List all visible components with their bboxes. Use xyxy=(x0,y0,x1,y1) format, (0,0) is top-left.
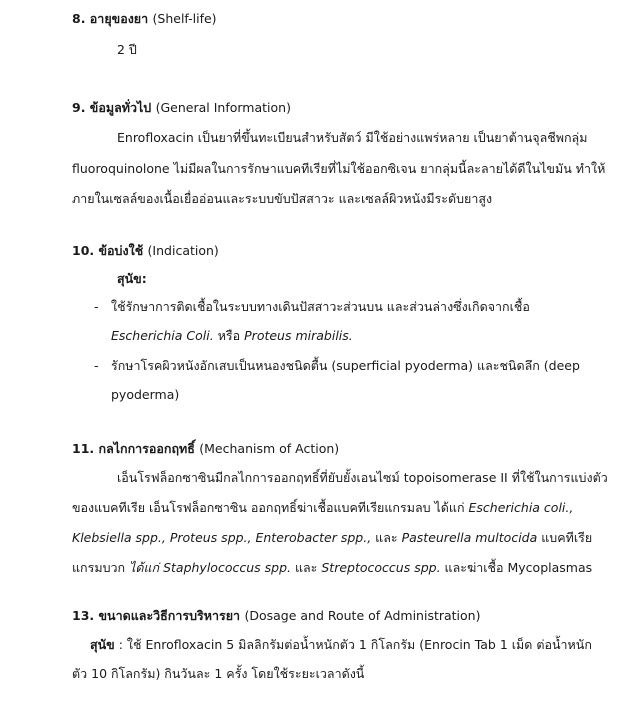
mechanism-line-4 xyxy=(72,559,592,577)
indication-bullet-1-line-1: ใช้รักษาการติดเชื้อในระบบทางเดินปัสสาวะส่วนบน และส่วนล่างซึ่งเกิดจากเชื้อ xyxy=(111,299,530,314)
dosage-line-2: ตัว 10 กิโลกรัม) กินวันละ 1 ครั้ง โดยใช้ระยะเวลาดังนี้ xyxy=(72,666,365,681)
section-8-title-en: (Shelf-life) xyxy=(152,11,217,26)
section-13-title: 13. ขนาดและวิธีการบริหารยา xyxy=(72,608,241,623)
mechanism-line-2 xyxy=(72,499,573,517)
organism-name: Proteus mirabilis. xyxy=(244,328,353,343)
organism-name: Pasteurella multocida xyxy=(401,530,538,545)
bullet-dash: - xyxy=(94,299,99,314)
section-9-title: 9. ข้อมูลทั่วไป xyxy=(72,100,152,115)
section-13-heading xyxy=(72,607,480,625)
section-9-heading xyxy=(72,99,291,117)
organism-name: Streptococcus spp. xyxy=(321,560,441,575)
section-10-title-en: (Indication) xyxy=(147,243,219,258)
bullet-dash: - xyxy=(94,358,99,373)
dosage-dog-label: สุนัข xyxy=(90,637,115,652)
organism-name: Escherichia coli., xyxy=(468,500,574,515)
indication-dog-label: สุนัข: xyxy=(117,271,147,286)
section-11-heading xyxy=(72,440,339,458)
organism-names: Klebsiella spp., Proteus spp., Enterobacter spp., xyxy=(72,530,372,545)
mechanism-text: และฆ่าเชื้อ Mycoplasmas xyxy=(440,560,593,575)
organism-name: ได้แก่ Staphylococcus spp. xyxy=(129,560,291,575)
general-info-line-3: ภายในเซลล์ของเนื้อเยื่ออ่อนและระบบขับปัสสาวะ และเซลล์ผิวหนังมีระดับยาสูง xyxy=(72,191,493,206)
indication-bullet-1-line-2 xyxy=(111,327,353,345)
mechanism-text: แบคทีเรีย xyxy=(537,530,593,545)
general-info-line-2: fluoroquinolone ไม่มีผลในการรักษาแบคทีเรียที่ไม่ใช้ออกซิเจน ยากลุ่มนี้ละลายได้ดีในไขมัน ทำให้ xyxy=(72,161,606,176)
organism-name: Escherichia Coli. xyxy=(111,328,214,343)
indication-bullet-2-line-1: รักษาโรคผิวหนังอักเสบเป็นหนองชนิดตื้น (superficial pyoderma) และชนิดลึก (deep xyxy=(111,358,580,373)
section-13-title-en: (Dosage and Route of Administration) xyxy=(244,608,481,623)
section-10-heading xyxy=(72,242,219,260)
dosage-text: : ใช้ Enrofloxacin 5 มิลลิกรัมต่อน้ำหนักตัว 1 กิโลกรัม (Enrocin Tab 1 เม็ด ต่อน้ำหนัก xyxy=(114,637,592,652)
connector-text: หรือ xyxy=(213,328,245,343)
indication-bullet-2-line-2: pyoderma) xyxy=(111,387,180,402)
section-11-title-en: (Mechanism of Action) xyxy=(199,441,340,456)
shelf-life-value: 2 ปี xyxy=(117,42,137,57)
mechanism-text: แกรมบวก xyxy=(72,560,130,575)
connector-text: และ xyxy=(371,530,402,545)
section-8-title: 8. อายุของยา xyxy=(72,11,149,26)
mechanism-line-1: เอ็นโรฟล็อกซาซินมีกลไกการออกฤทธิ์ที่ยับยั้งเอนไซม์ topoisomerase II ที่ใช้ในการแบ่งตัว xyxy=(117,470,608,485)
section-11-title: 11. กลไกการออกฤทธิ์ xyxy=(72,441,195,456)
section-10-title: 10. ข้อบ่งใช้ xyxy=(72,243,144,258)
section-9-title-en: (General Information) xyxy=(155,100,291,115)
connector-text: และ xyxy=(290,560,322,575)
mechanism-line-3 xyxy=(72,529,592,547)
section-8-heading xyxy=(72,10,217,28)
general-info-line-1: Enrofloxacin เป็นยาที่ขึ้นทะเบียนสำหรับสัตว์ มีใช้อย่างแพร่หลาย เป็นยาต้านจุลชีพกลุ่ม xyxy=(117,130,588,145)
mechanism-text: ของแบคทีเรีย เอ็นโรฟล็อกซาซิน ออกฤทธิ์ฆ่าเชื้อแบคทีเรียแกรมลบ ได้แก่ xyxy=(72,500,469,515)
dosage-line-1 xyxy=(90,636,592,654)
